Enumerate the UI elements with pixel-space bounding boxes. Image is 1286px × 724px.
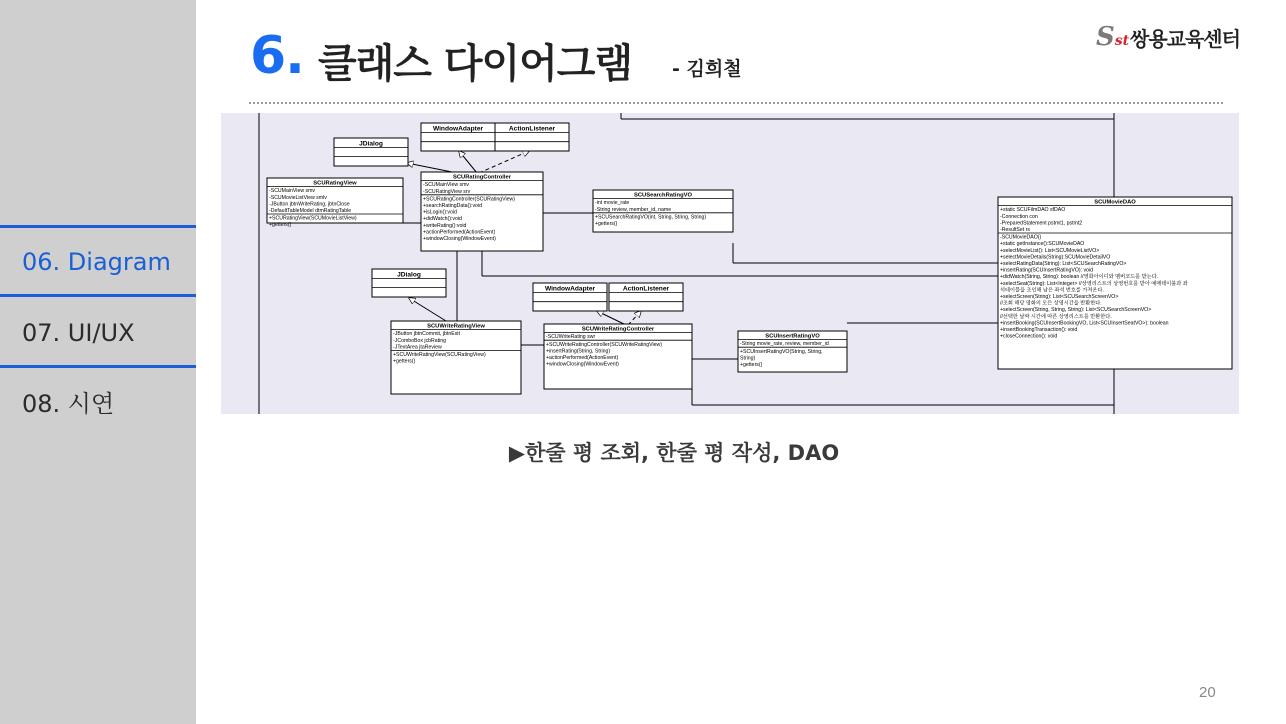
uml-method: +insertBookingTransaction(): void <box>1000 327 1078 333</box>
uml-method: +SCUInsertRatingVO(String, String, <box>740 348 823 355</box>
uml-class-name: JDialog <box>397 271 421 279</box>
uml-class-name: SCUInsertRatingVO <box>765 333 820 340</box>
uml-method: //조회 해당 영화의 모든 상영시간을 반환한다. <box>1000 300 1102 307</box>
uml-class-moviedao <box>998 197 1232 369</box>
logo-mark: Sst <box>1096 22 1130 52</box>
section-number: 6. <box>250 26 304 86</box>
uml-method: +insertRating(SCUInsertRatingVO): void <box>1000 267 1093 274</box>
uml-class-name: SCURatingController <box>453 174 511 181</box>
uml-method: +selectRatingData(String): List<SCUSearchRatingVO> <box>1000 261 1127 267</box>
page-author: - 김희철 <box>672 58 742 80</box>
uml-class-actionlistener2 <box>609 283 683 311</box>
uml-attribute: -SCURatingView srv <box>423 188 471 195</box>
uml-method: +selectMovieList(): List<SCUMovieListVO> <box>1000 247 1100 254</box>
uml-method: 석테이블을 조인해 남은 좌석 번호를 가져온다. <box>1000 287 1104 294</box>
uml-method: +searchRatingData():void <box>423 203 482 209</box>
uml-attribute: -JButton jbtnCommit, jbtnExit <box>393 331 460 338</box>
sidebar <box>0 0 196 724</box>
uml-attribute: -SCUWriteRating swr <box>546 334 596 341</box>
uml-class-ratingcontroller <box>421 172 543 251</box>
uml-method: -SCUMovieDAO() <box>1000 234 1042 241</box>
uml-class-insertratingvo <box>738 331 847 372</box>
uml-attribute: -JButton jbtnWriteRating, jbtnClose <box>269 201 350 208</box>
page-title: 클래스 다이어그램 <box>318 41 633 87</box>
uml-class-name: WindowAdapter <box>432 125 484 133</box>
uml-class-name: SCUMovieDAO <box>1094 199 1136 206</box>
uml-class-name: SCUSearchRatingVO <box>634 192 692 199</box>
uml-class-name: WindowAdapter <box>544 285 596 293</box>
uml-method: +writeRating():void <box>423 222 467 229</box>
uml-method: +insertRating(String, String) <box>546 348 611 355</box>
uml-method: +didWatch(String, String): boolean //영화아이디와 멤버코드를 받는다. <box>1000 274 1159 281</box>
logo-text: 쌍용교육센터 <box>1130 27 1240 51</box>
uml-method: +SCURatingController(SCURatingView) <box>423 196 516 203</box>
uml-class-name: SCUWriteRatingView <box>427 323 485 330</box>
sidebar-item-uiux[interactable]: 07. UI/UX <box>22 319 135 347</box>
uml-attribute: -SCUMainView smv <box>423 182 470 189</box>
uml-method: +selectSeat(String): List<Integer> //상영리스트의 상영번호를 받아 예매테이블과 좌 <box>1000 280 1188 287</box>
uml-attribute: -JTextArea jtaReview <box>393 344 442 351</box>
uml-class-name: JDialog <box>359 140 383 148</box>
uml-attribute: +static SCUFilmDAO sfDAO <box>1000 207 1066 214</box>
diagram-caption: ▶한줄 평 조회, 한줄 평 작성, DAO <box>508 441 840 465</box>
uml-attribute: -int movie_rate <box>595 200 630 207</box>
uml-class-writeratingview <box>391 321 521 394</box>
uml-method: +insertBooking(SCUInsertBookingVO, List<SCUInsertSeatVO>): boolean <box>1000 320 1169 327</box>
uml-class-name: SCURatingView <box>313 180 357 187</box>
uml-method: +selectScreen(String, String, String): List<SCUSearchScreenVO> <box>1000 307 1152 314</box>
uml-attribute: -JComboBox jcbRating <box>393 337 447 344</box>
uml-method: +selectMovieDetails(String):SCUMovieDetailVO <box>1000 254 1111 261</box>
uml-method: +getters() <box>393 358 416 365</box>
uml-method: +getters() <box>740 362 763 368</box>
uml-class-writeratingcontroller <box>544 324 692 389</box>
uml-method: +static getInstance():SCUMovieDAO <box>1000 241 1085 248</box>
uml-attribute: -ResultSet rs <box>1000 227 1030 233</box>
uml-method: //선택한 날짜 시간에 따른 상영리스트를 반환한다. <box>1000 313 1112 320</box>
uml-method: +windowClosing(WindowEvent) <box>546 361 619 368</box>
title-divider <box>249 102 1223 104</box>
uml-method: +SCUWriteRatingView(SCURatingView) <box>393 352 486 358</box>
sidebar-item-diagram[interactable]: 06. Diagram <box>22 248 171 276</box>
uml-attribute: -Connection con <box>1000 213 1038 220</box>
class-diagram-svg <box>221 113 1239 414</box>
sidebar-item-demo[interactable]: 08. 시연 <box>22 390 115 418</box>
uml-class-ratingview <box>267 178 403 228</box>
uml-class-actionlistener1 <box>495 123 569 151</box>
uml-method: +getters() <box>269 222 292 229</box>
uml-class-name: ActionListener <box>508 125 556 133</box>
uml-attribute: -SCUMainView smv <box>269 188 316 195</box>
uml-attribute: -PreparedStatement pstmt1, pstmt2 <box>1000 220 1083 227</box>
uml-class-name: SCUWriteRatingController <box>581 326 655 333</box>
uml-class-searchratingvo <box>593 190 733 232</box>
uml-method: +SCUSearchRatingVO(int, String, String, String) <box>595 214 707 221</box>
uml-method: +SCURatingView(SCUMovieListView) <box>269 215 357 222</box>
uml-method: +isLogin():void <box>423 209 457 216</box>
uml-method: String) <box>740 355 756 362</box>
page-number: 20 <box>1199 684 1216 701</box>
uml-method: +SCUWriteRatingController(SCUWriteRatingView) <box>546 341 663 348</box>
uml-class-jdialog2 <box>372 269 446 297</box>
uml-method: +didWatch():void <box>423 216 462 223</box>
uml-attribute: -SCUMovieListView smlv <box>269 194 327 201</box>
uml-class-windowadapter2 <box>533 283 607 311</box>
uml-class-jdialog1 <box>334 138 408 166</box>
class-diagram <box>221 113 1239 414</box>
uml-class-name: ActionListener <box>622 285 670 293</box>
uml-attribute: -DefaultTableModel dtmRatingTable <box>269 208 352 214</box>
uml-method: +windowClosing(WindowEvent) <box>423 236 496 242</box>
uml-class-windowadapter1 <box>421 123 495 151</box>
uml-method: +getters() <box>595 221 618 227</box>
sidebar-divider <box>0 365 196 368</box>
uml-method: +actionPerformed(ActionEvent) <box>546 355 619 361</box>
uml-method: +actionPerformed(ActionEvent) <box>423 229 496 236</box>
uml-attribute: -String review, member_id, name <box>595 206 672 213</box>
uml-method: +closeConnection(): void <box>1000 333 1058 340</box>
uml-attribute: -String movie_rate, review, member_id <box>740 341 829 348</box>
sidebar-divider <box>0 294 196 297</box>
uml-method: +selectScreen(String): List<SCUSearchScreenVO> <box>1000 294 1119 300</box>
